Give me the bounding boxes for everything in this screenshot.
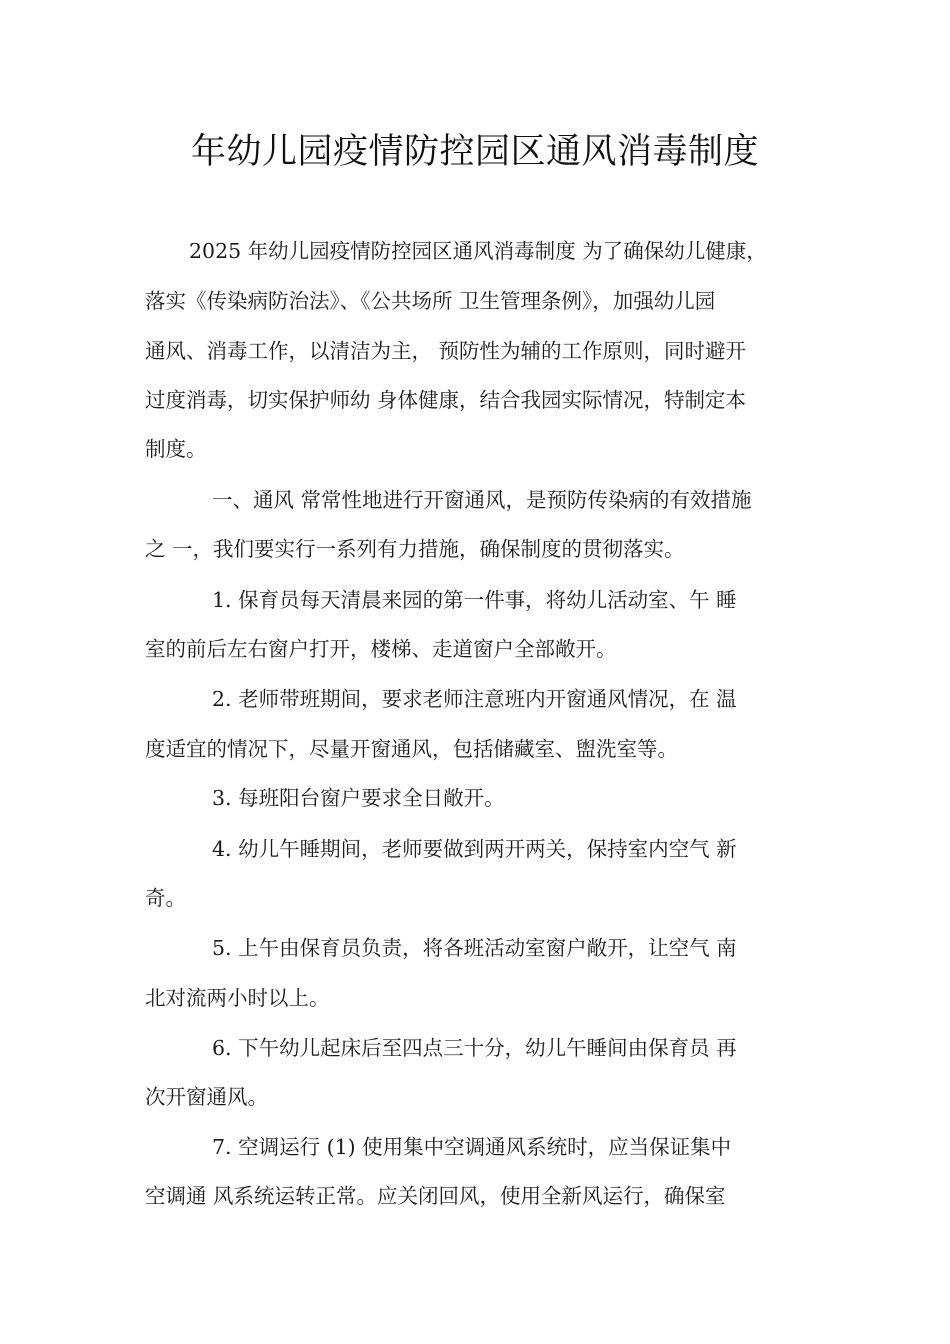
paragraph-line: 空调通 风系统运转正常。应关闭回风，使用全新风运行，确保室 [145, 1184, 726, 1208]
paragraph-line: 2. 老师带班期间，要求老师注意班内开窗通风情况，在 温 [212, 687, 737, 711]
paragraph-line: 室的前后左右窗户打开，楼梯、走道窗户全部敞开。 [145, 637, 617, 661]
paragraph-line: 北对流两小时以上。 [145, 986, 330, 1010]
paragraph-line: 3. 每班阳台窗户要求全日敞开。 [212, 786, 505, 810]
paragraph-line: 通风、消毒工作，以清洁为主， 预防性为辅的工作原则，同时避开 [145, 339, 747, 363]
document-title: 年幼儿园疫情防控园区通风消毒制度 [190, 132, 759, 172]
paragraph-line: 制度。 [145, 437, 207, 461]
paragraph-line: 奇。 [145, 886, 186, 910]
paragraph-line: 一、通风 常常性地进行开窗通风，是预防传染病的有效措施 [212, 488, 752, 512]
paragraph-line: 度适宜的情况下，尽量开窗通风，包括储藏室、盥洗室等。 [145, 737, 678, 761]
paragraph-line: 5. 上午由保育员负责，将各班活动室窗户敞开，让空气 南 [212, 936, 737, 960]
paragraph-line: 次开窗通风。 [145, 1085, 268, 1109]
paragraph-line: 过度消毒，切实保护师幼 身体健康，结合我园实际情况，特制定本 [145, 388, 747, 412]
paragraph-line: 落实《传染病防治法》、《公共场所 卫生管理条例》，加强幼儿园 [145, 289, 716, 313]
paragraph-line: 2025 年幼儿园疫情防控园区通风消毒制度 为了确保幼儿健康， [189, 239, 767, 263]
paragraph-line: 6. 下午幼儿起床后至四点三十分，幼儿午睡间由保育员 再 [212, 1036, 737, 1060]
paragraph-line: 1. 保育员每天清晨来园的第一件事，将幼儿活动室、午 睡 [212, 588, 737, 612]
paragraph-line: 4. 幼儿午睡期间，老师要做到两开两关，保持室内空气 新 [212, 837, 737, 861]
paragraph-line: 之 一，我们要实行一系列有力措施，确保制度的贯彻落实。 [145, 537, 685, 561]
paragraph-line: 7. 空调运行 (1) 使用集中空调通风系统时，应当保证集中 [212, 1135, 732, 1159]
